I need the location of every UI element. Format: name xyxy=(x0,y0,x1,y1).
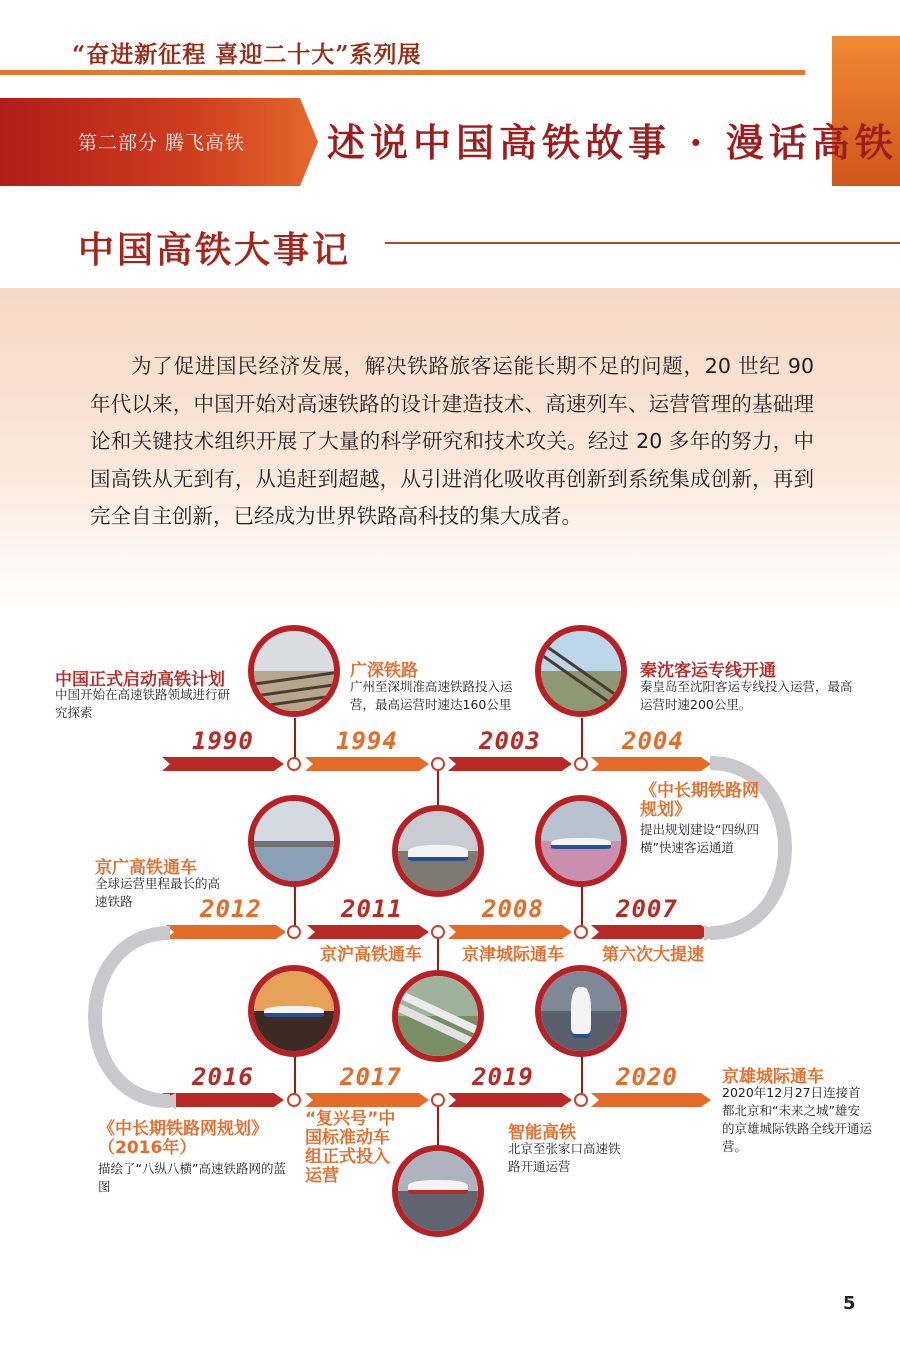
photo-2008-train xyxy=(392,805,484,897)
timeline-bar-2020 xyxy=(591,1093,711,1107)
series-title: “奋进新征程 喜迎二十大”系列展 xyxy=(72,41,422,68)
year-label: 2019 xyxy=(472,1063,534,1091)
timeline-bar-2007 xyxy=(591,925,711,939)
event-desc-2004: 秦皇岛至沈阳客运专线投入运营，最高运营时速200公里。 xyxy=(640,679,853,712)
timeline-bar-1994 xyxy=(305,757,429,771)
year-label: 2012 xyxy=(200,895,262,923)
year-label: 2003 xyxy=(479,727,541,755)
page-number: 5 xyxy=(843,1293,856,1314)
event-title-2012: 京广高铁通车 xyxy=(95,858,197,878)
event-desc-1990: 中国开始在高速铁路领域进行研究探索 xyxy=(55,687,231,720)
timeline-bar-2016 xyxy=(162,1093,284,1107)
photo-2012-bridge xyxy=(248,795,340,887)
header-rule xyxy=(0,70,805,75)
year-label: 2017 xyxy=(340,1063,402,1091)
year-label: 1994 xyxy=(336,727,398,755)
event-desc-2004-plan: 提出规划建设“四纵四横”快速客运通道 xyxy=(640,822,759,855)
stem-2017 xyxy=(437,938,439,972)
year-label: 2016 xyxy=(192,1063,254,1091)
year-label: 2007 xyxy=(616,895,678,923)
photo-2017-fuxing-trains xyxy=(392,970,484,1062)
stem-2004 xyxy=(581,718,583,758)
timeline-bar-2003 xyxy=(448,757,572,771)
timeline-bar-2011 xyxy=(307,925,429,939)
timeline-node xyxy=(574,757,588,771)
event-desc-1994: 广州至深圳准高速铁路投入运营，最高运营时速达160公里 xyxy=(350,679,513,712)
part-label: 第二部分 腾飞高铁 xyxy=(78,132,246,154)
photo-1994-railway-tracks xyxy=(248,625,340,717)
event-title-2016: 《中长期铁路网规划》（2016年） xyxy=(98,1119,268,1158)
section-title: 中国高铁大事记 xyxy=(78,230,352,271)
photo-2004-elevated-line xyxy=(535,625,627,717)
timeline-bar-2012 xyxy=(166,925,286,939)
event-title-1990: 中国正式启动高铁计划 xyxy=(55,670,225,690)
event-title-2020: 京雄城际通车 xyxy=(722,1067,824,1087)
event-title-2011: 京沪高铁通车 xyxy=(320,945,422,965)
event-title-2004-plan: 《中长期铁路网规划》 xyxy=(640,781,759,820)
year-label: 2020 xyxy=(616,1063,678,1091)
event-title-2008: 京津城际通车 xyxy=(462,945,564,965)
banner-title: 述说中国高铁故事 · 漫话高铁 xyxy=(327,120,898,165)
intro-paragraph: 为了促进国民经济发展，解决铁路旅客运能长期不足的问题，20 世纪 90 年代以来，中国开始对高速铁路的设计建造技术、高速列车、运营管理的基础理论和关键技术组织开展了大量的科学研究和技术攻关。经过 20 多年的努力，中国高铁从无到有，从追赶到超越，从引进消化吸收再创新到系统集成创新，再到完全自主创新，已经成为世界铁路高科技的集大成者。 xyxy=(90,354,814,528)
timeline-bar-2017 xyxy=(305,1093,429,1107)
timeline-node xyxy=(287,925,301,939)
timeline-bar-2019 xyxy=(448,1093,572,1107)
timeline-bar-2008 xyxy=(448,925,572,939)
stem-1994 xyxy=(294,718,296,758)
event-title-1994: 广深铁路 xyxy=(350,661,418,681)
event-desc-2019: 北京至张家口高速铁路开通运营 xyxy=(508,1141,621,1174)
timeline-node xyxy=(431,1093,445,1107)
event-desc-2016: 描绘了“八纵八横”高速铁路网的蓝图 xyxy=(98,1161,286,1194)
year-label: 2008 xyxy=(482,895,544,923)
photo-2007-train-countryside xyxy=(535,795,627,887)
timeline-bar-1990 xyxy=(162,757,284,771)
stem-2008 xyxy=(437,770,439,808)
section-rule xyxy=(385,242,900,244)
event-title-2017: “复兴号”中国标准动车组正式投入运营 xyxy=(305,1109,396,1186)
photo-2016-sunset-train xyxy=(248,965,340,1057)
event-desc-2012: 全球运营里程最长的高速铁路 xyxy=(95,876,221,909)
timeline-curve-left xyxy=(70,923,180,1111)
timeline-node xyxy=(287,757,301,771)
event-desc-2020: 2020年12月27日连接首都北京和“未来之城”雄安的京雄城际铁路全线开通运营。 xyxy=(722,1085,873,1154)
photo-2020-station xyxy=(392,1145,484,1237)
event-title-2007: 第六次大提速 xyxy=(602,945,704,965)
timeline-node xyxy=(574,1093,588,1107)
year-label: 2004 xyxy=(622,727,684,755)
timeline-node xyxy=(287,1093,301,1107)
year-label: 2011 xyxy=(341,895,403,923)
photo-2019-smart-train xyxy=(535,965,627,1057)
timeline-node xyxy=(431,925,445,939)
timeline-bar-2004 xyxy=(591,757,711,771)
event-title-2019: 智能高铁 xyxy=(508,1123,576,1143)
timeline-node xyxy=(574,925,588,939)
event-title-2004: 秦沈客运专线开通 xyxy=(640,661,776,681)
timeline-node xyxy=(431,757,445,771)
year-label: 1990 xyxy=(192,727,254,755)
